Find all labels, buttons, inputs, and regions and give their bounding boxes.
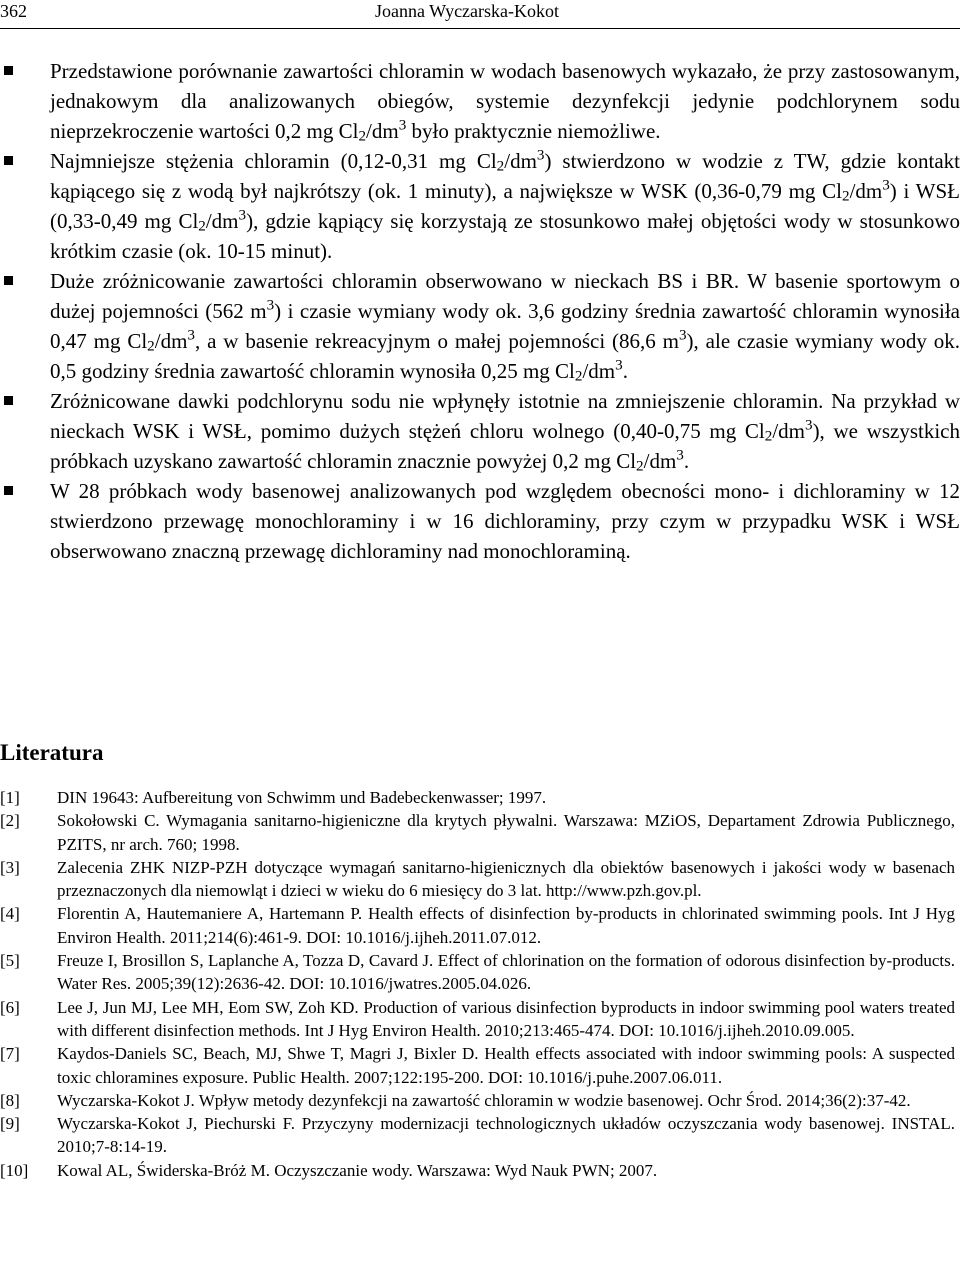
reference-text: DIN 19643: Aufbereitung von Schwimm und Badebeckenwasser; 1997. — [57, 788, 547, 807]
subscript: 2 — [358, 128, 367, 145]
conclusion-text: Najmniejsze stężenia chloramin (0,12-0,31 mg Cl — [50, 149, 497, 173]
conclusion-item — [0, 146, 960, 266]
reference-text: Lee J, Jun MJ, Lee MH, Eom SW, Zoh KD. Production of various disinfection byproducts in indoor swimming pool waters treated with different disinfection methods. Int J Hyg Environ Health. 2010;213:465-474. DOI: 10.1016/j.ijheh.2010.09.005. — [57, 997, 955, 1040]
subscript: 2 — [636, 458, 644, 475]
superscript: 3 — [678, 327, 687, 344]
reference-number: [8] — [0, 1090, 20, 1110]
conclusion-text: Przedstawione porównanie zawartości chloramin w wodach basenowych wykazało, że przy zastosowanym, jednakowym dla analizowanych obiegów, systemie dezynfekcji jedynie podchlorynem sodu nieprzekroczenie wartości 0,2 mg Cl — [50, 59, 960, 143]
conclusion-text: /dm — [366, 119, 399, 143]
conclusion-text: ), ale czasie wymiany wody ok. 0,5 godziny średnia zawartość chloramin wynosiła 0,25 mg Cl — [50, 329, 960, 383]
conclusion-text: Duże zróżnicowanie zawartości chloramin obserwowano w nieckach BS i BR. W basenie sportowym o dużej pojemności (562 m — [50, 269, 960, 323]
superscript: 3 — [187, 327, 195, 344]
literature-heading: Literatura — [0, 740, 104, 765]
reference-list — [0, 786, 955, 1182]
superscript: 3 — [398, 117, 407, 134]
subscript: 2 — [198, 218, 206, 235]
reference-item — [0, 996, 955, 1043]
conclusion-text: było praktycznie niemożliwe. — [406, 119, 661, 143]
conclusion-text: /dm — [643, 449, 677, 473]
reference-text: Freuze I, Brosillon S, Laplanche A, Tozza D, Cavard J. Effect of chlorination on the formation of odorous disinfection by-products. Water Res. 2005;39(12):2636-42. DOI: 10.1016/jwatres.2005.04.026. — [57, 951, 955, 994]
reference-text: Sokołowski C. Wymagania sanitarno-higieniczne dla krytych pływalni. Warszawa: MZiOS, Departament Zdrowia Publicznego, PZITS, nr arch. 760; 1998. — [57, 811, 955, 854]
reference-item — [0, 786, 955, 809]
reference-text: Wyczarska-Kokot J. Wpływ metody dezynfekcji na zawartość chloramin w wodzie basenowej. Ochr Środ. 2014;36(2):37-42. — [57, 1090, 911, 1110]
reference-number: [5] — [0, 951, 20, 971]
reference-number: [9] — [0, 1114, 20, 1134]
reference-item — [0, 1112, 955, 1159]
header-rule — [0, 28, 960, 29]
conclusion-text: ) i WSŁ (0,33-0,49 mg Cl — [50, 179, 960, 233]
square-bullet-icon — [4, 66, 13, 75]
subscript: 2 — [496, 158, 505, 175]
conclusion-text: /dm — [849, 179, 883, 203]
reference-number: [4] — [0, 904, 20, 924]
conclusion-item — [0, 266, 960, 386]
reference-item — [0, 1089, 955, 1112]
reference-number: [7] — [0, 1044, 20, 1064]
square-bullet-icon — [4, 396, 13, 405]
reference-item — [0, 856, 955, 903]
reference-item — [0, 1042, 955, 1089]
running-head-author: Joanna Wyczarska-Kokot — [375, 1, 560, 21]
reference-text: Kowal AL, Świderska-Bróż M. Oczyszczanie wody. Warszawa: Wyd Nauk PWN; 2007. — [57, 1160, 658, 1180]
conclusion-text: ) i czasie wymiany wody ok. 3,6 godziny średnia zawartość chloramin wynosiła 0,47 mg Cl — [50, 299, 960, 353]
reference-number: [3] — [0, 857, 20, 877]
reference-item — [0, 949, 955, 996]
subscript: 2 — [764, 428, 773, 445]
conclusions-list — [0, 56, 960, 566]
square-bullet-icon — [4, 156, 13, 165]
reference-item — [0, 809, 955, 856]
superscript: 3 — [536, 147, 545, 164]
conclusion-text: /dm — [504, 149, 537, 173]
square-bullet-icon — [4, 486, 13, 495]
conclusion-text: . — [622, 359, 628, 383]
reference-item — [0, 1159, 955, 1182]
reference-number: [6] — [0, 997, 20, 1017]
conclusion-text: W 28 próbkach wody basenowej analizowanych pod względem obecności mono- i dichloraminy w 12 stwierdzono przewagę monochloraminy i w 16 dichloraminy, przy czym w przypadku WSK i WSŁ obserwowano znaczną przewagę dichloraminy nad monochloraminą. — [50, 479, 960, 563]
page-header — [0, 0, 960, 30]
conclusion-item — [0, 386, 960, 476]
square-bullet-icon — [4, 276, 13, 285]
superscript: 3 — [676, 447, 684, 464]
reference-text: Zalecenia ZHK NIZP-PZH dotyczące wymagań sanitarno-higienicznych dla obiektów basenowych i jakości wody w basenach przeznaczonych dla niemowląt i dzieci w wieku do 6 miesięcy do 3 lat. http://www.pzh.gov.pl. — [57, 857, 955, 901]
superscript: 3 — [882, 177, 890, 194]
conclusion-text: /dm — [205, 209, 239, 233]
subscript: 2 — [842, 188, 850, 205]
conclusion-item — [0, 476, 960, 566]
reference-number: [1] — [0, 788, 20, 807]
reference-number: [2] — [0, 811, 20, 831]
conclusion-text: Zróżnicowane dawki podchlorynu sodu nie wpłynęły istotnie na zmniejszenie chloramin. Na przykład w nieckach WSK i WSŁ, pomimo dużych stężeń chloru wolnego (0,40-0,75 mg Cl — [50, 389, 960, 443]
subscript: 2 — [147, 338, 155, 355]
conclusion-text: /dm — [154, 329, 188, 353]
conclusion-text: ), we wszystkich próbkach uzyskano zawartość chloramin znacznie powyżej 0,2 mg Cl — [50, 419, 960, 473]
superscript: 3 — [266, 297, 275, 314]
superscript: 3 — [805, 417, 813, 434]
reference-item — [0, 902, 955, 949]
reference-text: Kaydos-Daniels SC, Beach, MJ, Shwe T, Magri J, Bixler D. Health effects associated with indoor swimming pools: A suspected toxic chloramines exposure. Public Health. 2007;122:195-200. DOI: 10.1016/j.puhe.2007.06.011. — [57, 1044, 955, 1087]
conclusion-text: , a w basenie rekreacyjnym o małej pojemności (86,6 m — [194, 329, 679, 353]
conclusion-item — [0, 56, 960, 146]
superscript: 3 — [615, 357, 623, 374]
reference-text: Wyczarska-Kokot J, Piechurski F. Przyczyny modernizacji technologicznych układów oczyszczania wody basenowej. INSTAL. 2010;7-8:14-19. — [57, 1114, 955, 1157]
reference-text: Florentin A, Hautemaniere A, Hartemann P. Health effects of disinfection by-products in chlorinated swimming pools. Int J Hyg Environ Health. 2011;214(6):461-9. DOI: 10.1016/j.ijheh.2011.07.012. — [57, 904, 955, 947]
conclusion-text: ) stwierdzono w wodzie z TW, gdzie kontakt kąpiącego się z wodą był najkrótszy (ok. 1 minuty), a największe w WSK (0,36-0,79 mg Cl — [50, 149, 960, 203]
conclusion-text: . — [683, 449, 690, 473]
superscript: 3 — [238, 207, 247, 224]
conclusion-text: /dm — [582, 359, 616, 383]
conclusion-text: /dm — [772, 419, 805, 443]
conclusion-text: ), gdzie kąpiący się korzystają ze stosunkowo małej objętości wody w stosunkowo krótkim czasie (ok. 10-15 minut). — [50, 209, 960, 263]
reference-number: [10] — [0, 1160, 29, 1180]
subscript: 2 — [574, 368, 583, 385]
page-number: 362 — [0, 1, 27, 21]
